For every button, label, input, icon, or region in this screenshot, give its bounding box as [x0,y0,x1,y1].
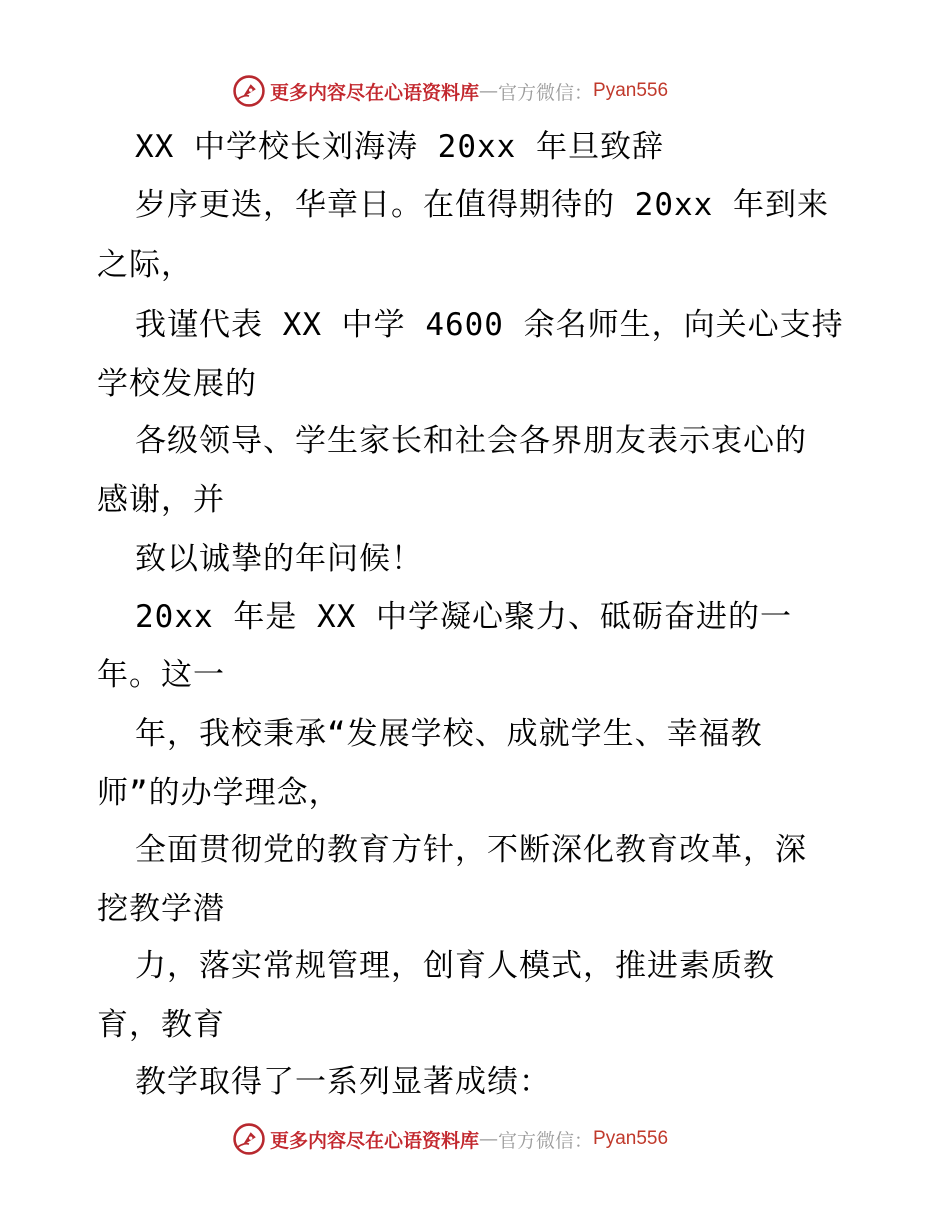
watermark-dash: — [479,1128,499,1150]
watermark-wechat-id: Pyan556 [593,80,669,101]
paragraph-line: 学校发展的 [97,366,257,402]
header-watermark [232,73,668,109]
watermark-dash: — [479,80,499,102]
paragraph-line: 全面贯彻党的教育方针，不断深化教育改革，深 [135,832,807,868]
paragraph-line: 年。这一 [97,657,225,693]
paragraph-line: 我谨代表 XX 中学 4600 余名师生，向关心支持 [135,307,844,343]
watermark-sub-text: 官方微信： [498,1129,594,1152]
paragraph-line: 教学取得了一系列显著成绩： [135,1064,551,1100]
watermark-wechat-id: Pyan556 [593,1128,669,1149]
watermark-main-text: 更多内容尽在心语资料库 [270,1129,480,1152]
pen-nib-logo-icon [232,1122,266,1156]
paragraph-line: 感谢，并 [97,482,225,518]
paragraph-line: 岁序更迭，华章日。在值得期待的 20xx 年到来 [135,187,829,223]
paragraph-line: 之际， [97,247,193,283]
paragraph-line: 年，我校秉承“发展学校、成就学生、幸福教 [135,716,763,752]
paragraph-line: 各级领导、学生家长和社会各界朋友表示衷心的 [135,423,807,459]
paragraph-line: 致以诚挚的年问候！ [135,541,423,577]
footer-watermark [232,1121,668,1157]
paragraph-line: 师”的办学理念， [97,775,341,811]
paragraph-line: 育，教育 [97,1007,225,1043]
paragraph-line: 20xx 年是 XX 中学凝心聚力、砥砺奋进的一 [135,599,792,635]
watermark-sub-text: 官方微信： [498,81,594,104]
document-title: XX 中学校长刘海涛 20xx 年旦致辞 [135,129,664,165]
watermark-main-text: 更多内容尽在心语资料库 [270,81,480,104]
pen-nib-logo-icon [232,74,266,108]
paragraph-line: 挖教学潜 [97,891,225,927]
paragraph-line: 力，落实常规管理，创育人模式，推进素质教 [135,948,775,984]
